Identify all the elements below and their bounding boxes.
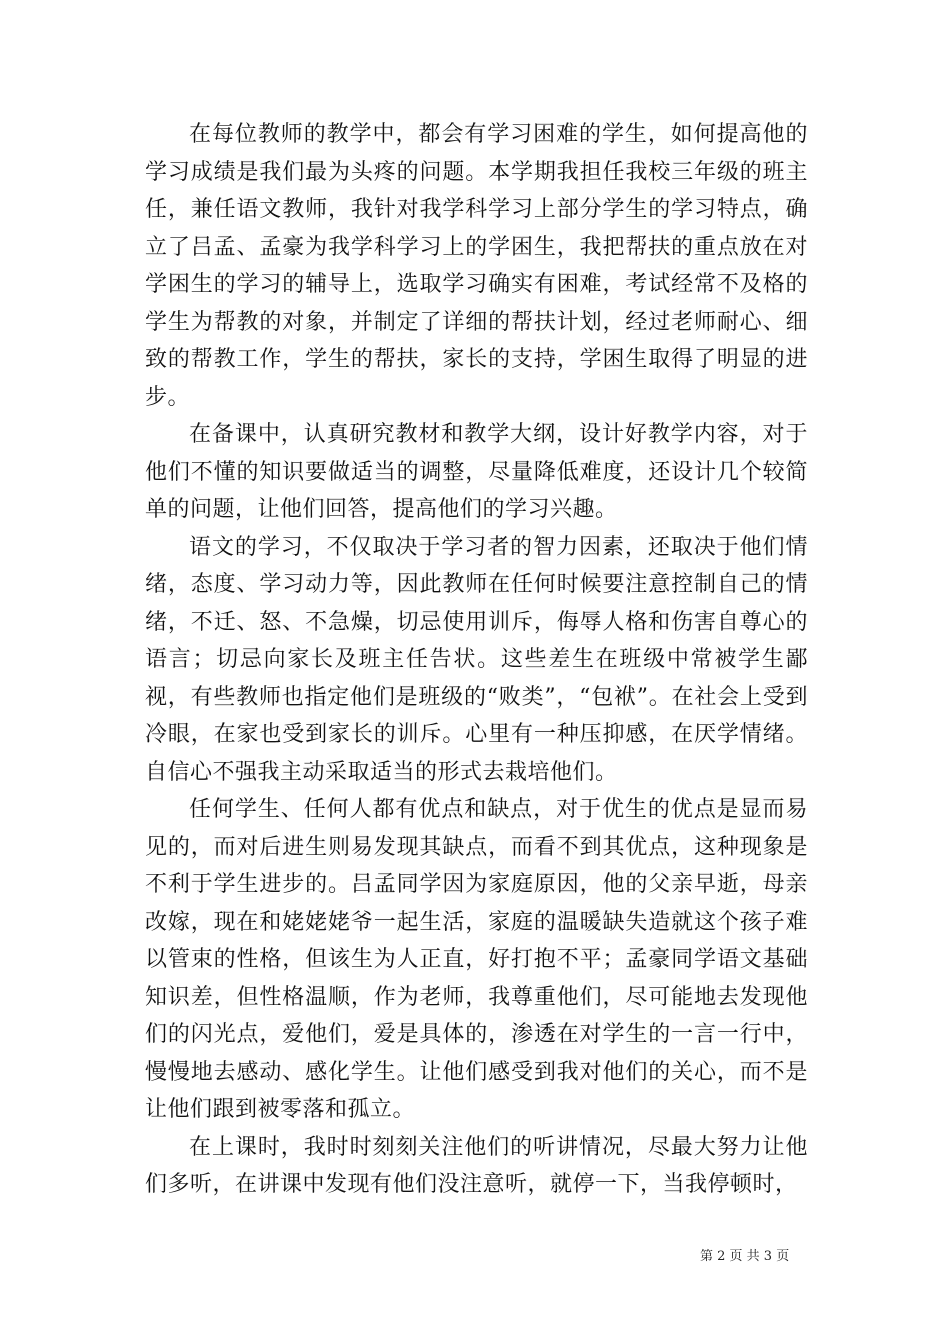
paragraph-1: 在每位教师的教学中，都会有学习困难的学生，如何提高他的学习成绩是我们最为头疼的问题。本学期我担任我校三年级的班主任，兼任语文教师，我针对我学科学习上部分学生的学习特点，确立了吕孟、孟豪为我学科学习上的学困生，我把帮扶的重点放在对学困生的学习的辅导上，选取学习确实有困难，考试经常不及格的学生为帮教的对象，并制定了详细的帮扶计划，经过老师耐心、细致的帮教工作，学生的帮扶，家长的支持，学困生取得了明显的进步。 [145, 122, 808, 410]
page-number-footer: 第 2 页 共 3 页 [700, 1249, 790, 1264]
paragraph-5: 在上课时，我时时刻刻关注他们的听讲情况，尽最大努力让他们多听，在讲课中发现有他们没注意听，就停一下，当我停顿时， [145, 1134, 808, 1197]
paragraph-2: 在备课中，认真研究教材和教学大纲，设计好教学内容，对于他们不懂的知识要做适当的调整，尽量降低难度，还设计几个较简单的问题，让他们回答，提高他们的学习兴趣。 [145, 422, 808, 522]
document-body [145, 116, 808, 1204]
paragraph-3: 语文的学习，不仅取决于学习者的智力因素，还取决于他们情绪，态度、学习动力等，因此教师在任何时候要注意控制自己的情绪，不迁、怒、不急燥，切忌使用训斥，侮辱人格和伤害自尊心的语言；切忌向家长及班主任告状。这些差生在班级中常被学生鄙视，有些教师也指定他们是班级的“败类”，“包袱”。在社会上受到冷眼，在家也受到家长的训斥。心里有一种压抑感，在厌学情绪。自信心不强我主动采取适当的形式去栽培他们。 [145, 534, 808, 785]
paragraph-4: 任何学生、任何人都有优点和缺点，对于优生的优点是显而易见的，而对后进生则易发现其缺点，而看不到其优点，这种现象是不利于学生进步的。吕孟同学因为家庭原因，他的父亲早逝，母亲改嫁，现在和姥姥姥爷一起生活，家庭的温暖缺失造就这个孩子难以管束的性格，但该生为人正直，好打抱不平；孟豪同学语文基础知识差，但性格温顺，作为老师，我尊重他们，尽可能地去发现他们的闪光点，爱他们，爱是具体的，渗透在对学生的一言一行中，慢慢地去感动、感化学生。让他们感受到我对他们的关心，而不是让他们跟到被零落和孤立。 [145, 797, 808, 1122]
